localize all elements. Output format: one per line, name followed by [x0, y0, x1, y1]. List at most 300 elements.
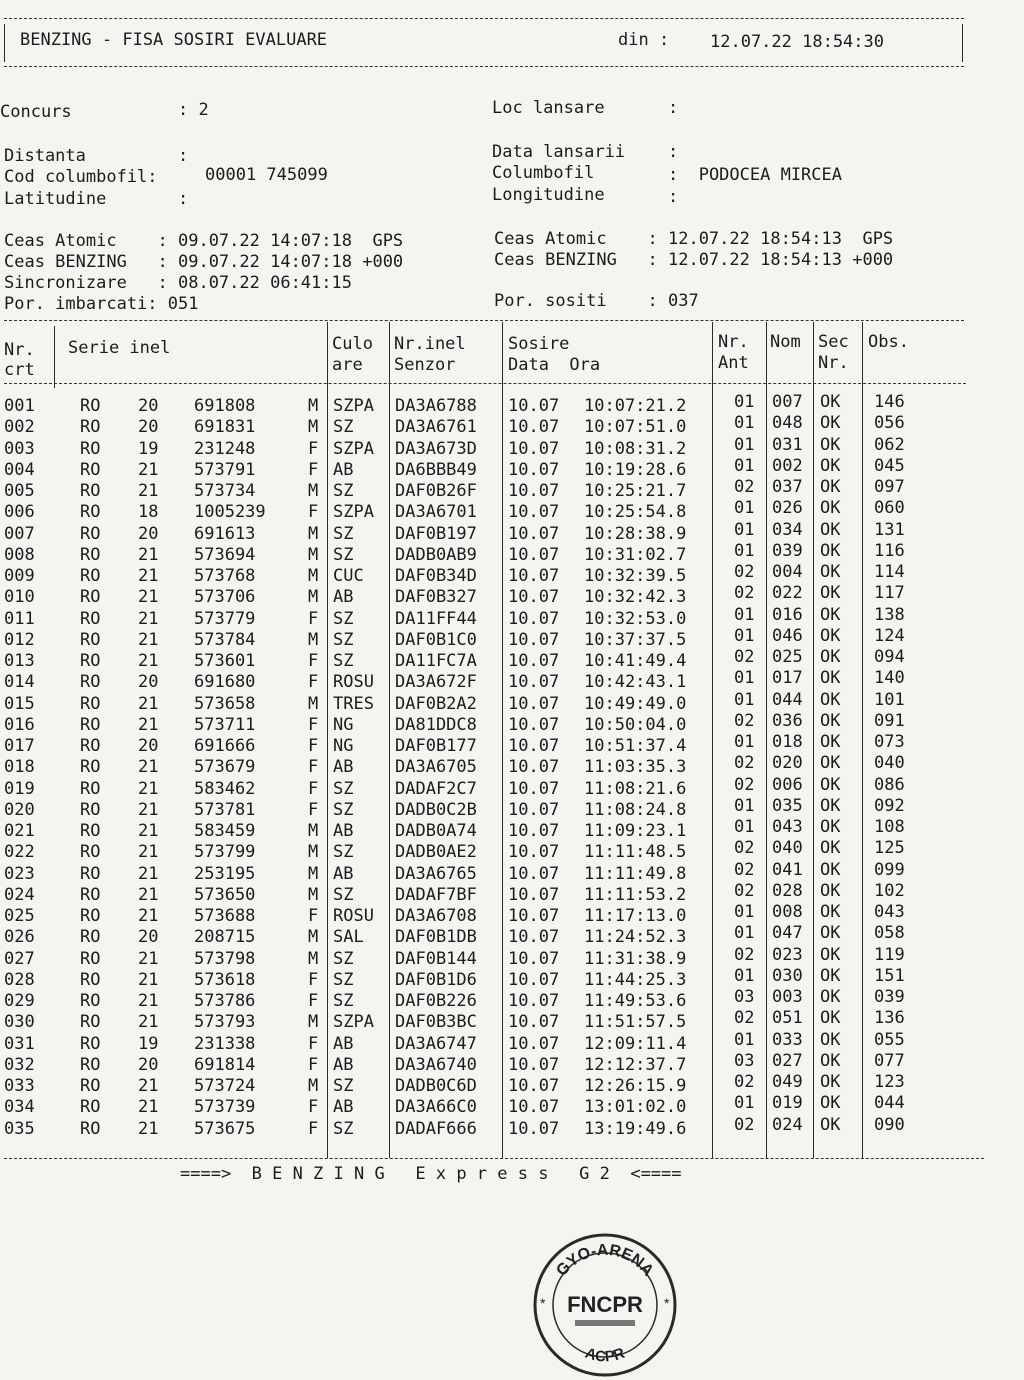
cell-nr-ant: 01: [734, 1029, 755, 1050]
cell-nr: 002: [4, 417, 35, 438]
cell-sex: F: [308, 799, 319, 820]
cell-nr: 025: [4, 906, 35, 926]
table-row: [0, 1050, 1000, 1076]
cell-country: RO: [80, 906, 101, 926]
cell-country: RO: [80, 799, 101, 820]
cell-data: 10.07: [508, 1097, 560, 1118]
cell-ora: 12:12:37.7: [584, 1054, 687, 1075]
cell-nr: 018: [4, 757, 35, 778]
cell-data: 10.07: [508, 651, 560, 671]
cell-sec: OK: [820, 923, 841, 944]
cell-nom: 041: [772, 859, 803, 880]
cell-ring: 1005239: [194, 502, 266, 523]
cell-nr-ant: 02: [734, 774, 755, 795]
svg-text:*: *: [540, 1295, 546, 1311]
cell-nr-ant: 01: [734, 604, 755, 625]
cell-country: RO: [80, 991, 101, 1011]
cell-nr: 008: [4, 544, 35, 565]
cell-culoare: SZ: [333, 651, 354, 671]
cell-ring: 573618: [194, 969, 256, 990]
cell-sec: OK: [820, 710, 841, 731]
table-row: [0, 604, 1000, 630]
footer-benzing-express: ====> B E N Z I N G E x p r e s s G 2 <====: [180, 1164, 682, 1184]
cell-sec: OK: [820, 477, 841, 497]
cell-data: 10.07: [508, 884, 560, 905]
cell-ora: 11:11:48.5: [584, 842, 687, 863]
cell-nom: 051: [772, 1008, 803, 1029]
cell-sex: F: [308, 672, 319, 693]
cell-ring: 691808: [194, 396, 256, 416]
cell-ring: 583459: [194, 821, 256, 841]
table-row: [0, 753, 1000, 778]
cell-culoare: AB: [333, 863, 354, 884]
cell-year: 21: [138, 629, 159, 650]
cell-nom: 024: [772, 1114, 803, 1135]
cell-senzor: DADB0A74: [395, 821, 477, 841]
cell-senzor: DA3A6761: [395, 417, 477, 438]
cell-data: 10.07: [508, 906, 560, 926]
cell-culoare: CUC: [333, 566, 364, 586]
cell-year: 21: [138, 651, 159, 671]
table-header-bottom-border: [4, 383, 966, 384]
cell-sec: OK: [820, 413, 841, 434]
cell-data: 10.07: [508, 629, 560, 650]
cell-nom: 037: [772, 477, 803, 497]
cell-year: 20: [138, 672, 159, 693]
cell-sex: M: [308, 481, 319, 501]
cell-sec: OK: [820, 434, 841, 455]
cell-culoare: SZ: [333, 417, 354, 438]
table-row: [0, 838, 1000, 863]
table-row: [0, 1072, 1000, 1097]
cell-culoare: SZ: [333, 799, 354, 820]
cell-year: 19: [138, 438, 159, 459]
cell-senzor: DADB0AE2: [395, 842, 477, 863]
cell-data: 10.07: [508, 544, 560, 565]
cell-nr: 019: [4, 778, 35, 799]
cell-data: 10.07: [508, 927, 560, 948]
cell-year: 21: [138, 948, 159, 969]
cell-sex: M: [308, 587, 319, 608]
cell-sec: OK: [820, 647, 841, 667]
table-row: [0, 668, 1000, 693]
cell-sec: OK: [820, 732, 841, 752]
cell-sex: F: [308, 608, 319, 629]
cell-ora: 10:28:38.9: [584, 523, 687, 544]
cell-data: 10.07: [508, 566, 560, 586]
cell-sec: OK: [820, 965, 841, 986]
col-obs: Obs.: [868, 332, 909, 352]
cell-nr-ant: 02: [734, 477, 755, 497]
cell-country: RO: [80, 651, 101, 671]
cell-nr: 015: [4, 693, 35, 714]
cell-ora: 10:49:49.0: [584, 693, 687, 714]
cell-senzor: DA3A6765: [395, 863, 477, 884]
cell-culoare: SAL: [333, 927, 364, 948]
loc-lansare-label: Loc lansare: [492, 98, 605, 118]
cell-sec: OK: [820, 902, 841, 922]
cell-nr-ant: 02: [734, 859, 755, 880]
cell-nr: 032: [4, 1054, 35, 1075]
cell-year: 21: [138, 906, 159, 926]
cell-country: RO: [80, 587, 101, 608]
cell-sec: OK: [820, 987, 841, 1007]
cell-ora: 11:51:57.5: [584, 1012, 687, 1033]
cell-data: 10.07: [508, 799, 560, 820]
cell-year: 21: [138, 714, 159, 735]
cell-ring: 691814: [194, 1054, 256, 1075]
cell-nom: 017: [772, 668, 803, 689]
cell-data: 10.07: [508, 969, 560, 990]
cell-nr: 001: [4, 396, 35, 416]
table-row: [0, 540, 1000, 566]
cell-nr-ant: 01: [734, 902, 755, 922]
cell-year: 21: [138, 544, 159, 565]
cell-culoare: AB: [333, 821, 354, 841]
cell-nom: 033: [772, 1029, 803, 1050]
cell-nr-ant: 02: [734, 880, 755, 901]
cell-sec: OK: [820, 859, 841, 880]
cell-obs: 077: [874, 1050, 905, 1071]
table-row: [0, 413, 1000, 438]
cell-culoare: SZ: [333, 842, 354, 863]
cell-country: RO: [80, 693, 101, 714]
din-label: din :: [618, 30, 670, 50]
cell-nr-ant: 01: [734, 413, 755, 434]
col-are: are: [332, 355, 363, 375]
concurs-value: : 2: [178, 100, 209, 120]
cell-country: RO: [80, 1054, 101, 1075]
cell-sex: F: [308, 1033, 319, 1054]
cell-senzor: DAF0B226: [395, 991, 477, 1011]
cell-senzor: DAF0B1D6: [395, 969, 477, 990]
cell-data: 10.07: [508, 587, 560, 608]
table-row: [0, 817, 1000, 842]
cell-nr-ant: 03: [734, 1050, 755, 1071]
cell-country: RO: [80, 502, 101, 523]
cell-nr: 011: [4, 608, 35, 629]
table-row: [0, 583, 1000, 608]
cell-culoare: SZ: [333, 778, 354, 799]
cell-sex: M: [308, 566, 319, 586]
data-lansarii-value: :: [668, 142, 679, 162]
cell-culoare: TRES: [333, 693, 374, 714]
cell-ora: 10:07:21.2: [584, 396, 687, 416]
cell-culoare: SZPA: [333, 1012, 374, 1033]
cell-year: 21: [138, 991, 159, 1011]
distanta-value: :: [178, 146, 189, 166]
cell-senzor: DA3A672F: [395, 672, 477, 693]
cell-ora: 10:08:31.2: [584, 438, 687, 459]
table-row: [0, 1093, 1000, 1118]
cell-ora: 10:32:42.3: [584, 587, 687, 608]
table-row: [0, 987, 1000, 1012]
longitudine-value: :: [668, 187, 679, 207]
cell-senzor: DA3A6705: [395, 757, 477, 778]
col-nr-ant-1: Nr.: [718, 332, 749, 352]
cell-sex: M: [308, 1076, 319, 1096]
cell-nr: 029: [4, 991, 35, 1011]
cell-obs: 040: [874, 753, 905, 774]
cell-senzor: DADB0C2B: [395, 799, 477, 820]
cell-year: 21: [138, 481, 159, 501]
cell-nom: 002: [772, 455, 803, 476]
por-imbarcati: Por. imbarcati: 051: [4, 294, 199, 314]
cell-nom: 016: [772, 604, 803, 625]
cell-sex: F: [308, 459, 319, 480]
cell-nr: 005: [4, 481, 35, 501]
cell-ring: 573679: [194, 757, 256, 778]
cell-senzor: DA81DDC8: [395, 714, 477, 735]
cell-nom: 022: [772, 583, 803, 604]
cell-nr-ant: 01: [734, 668, 755, 689]
table-row: [0, 774, 1000, 800]
cell-obs: 138: [874, 604, 905, 625]
cell-data: 10.07: [508, 523, 560, 544]
cell-sec: OK: [820, 1029, 841, 1050]
cell-ring: 573799: [194, 842, 256, 863]
cell-ring: 573688: [194, 906, 256, 926]
cell-obs: 055: [874, 1029, 905, 1050]
cell-culoare: AB: [333, 1097, 354, 1118]
cell-ring: 583462: [194, 778, 256, 799]
cell-sex: F: [308, 778, 319, 799]
cell-nr: 026: [4, 927, 35, 948]
cell-data: 10.07: [508, 991, 560, 1011]
col-crt: crt: [4, 360, 35, 380]
cell-senzor: DAF0B2A2: [395, 693, 477, 714]
ceas-benzing-right: Ceas BENZING : 12.07.22 18:54:13 +000: [494, 250, 894, 270]
cell-nom: 018: [772, 732, 803, 752]
cell-nom: 026: [772, 498, 803, 519]
cell-country: RO: [80, 736, 101, 756]
cell-nr-ant: 01: [734, 625, 755, 646]
cell-nom: 004: [772, 562, 803, 582]
cod-columbofil-value: 00001 745099: [205, 165, 328, 185]
cell-senzor: DAF0B144: [395, 948, 477, 969]
cell-culoare: ROSU: [333, 906, 374, 926]
cell-culoare: SZPA: [333, 502, 374, 523]
cell-data: 10.07: [508, 1076, 560, 1096]
cell-nr: 020: [4, 799, 35, 820]
cell-nr-ant: 02: [734, 562, 755, 582]
cell-nom: 043: [772, 817, 803, 837]
cell-nr: 030: [4, 1012, 35, 1033]
cell-obs: 043: [874, 902, 905, 922]
cell-obs: 058: [874, 923, 905, 944]
cell-sec: OK: [820, 668, 841, 689]
cell-ora: 10:42:43.1: [584, 672, 687, 693]
cell-obs: 114: [874, 562, 905, 582]
cell-culoare: SZPA: [333, 396, 374, 416]
cell-ora: 10:25:54.8: [584, 502, 687, 523]
cell-nom: 019: [772, 1093, 803, 1114]
loc-lansare-value: :: [668, 98, 679, 118]
cell-ring: 573675: [194, 1118, 256, 1139]
cell-obs: 140: [874, 668, 905, 689]
cell-ring: 573658: [194, 693, 256, 714]
table-bottom-border: [4, 1158, 984, 1159]
table-row: [0, 519, 1000, 545]
cell-senzor: DADAF666: [395, 1118, 477, 1139]
sincronizare: Sincronizare : 08.07.22 06:41:15: [4, 273, 352, 293]
cell-country: RO: [80, 544, 101, 565]
cell-culoare: SZ: [333, 481, 354, 501]
cell-nr-ant: 02: [734, 710, 755, 731]
document-title: BENZING - FISA SOSIRI EVALUARE: [20, 30, 328, 50]
col-serie-inel: Serie inel: [68, 338, 171, 358]
cell-nom: 023: [772, 944, 803, 965]
cell-senzor: DA3A6701: [395, 502, 477, 523]
cell-sec: OK: [820, 1008, 841, 1029]
cell-culoare: SZ: [333, 1118, 354, 1139]
cell-culoare: ROSU: [333, 672, 374, 693]
cell-sex: F: [308, 969, 319, 990]
cell-ora: 10:32:39.5: [584, 566, 687, 586]
cell-country: RO: [80, 459, 101, 480]
cell-senzor: DA3A6747: [395, 1033, 477, 1054]
cell-ora: 11:11:53.2: [584, 884, 687, 905]
cell-year: 21: [138, 799, 159, 820]
cell-nom: 047: [772, 923, 803, 944]
cell-senzor: DADB0C6D: [395, 1076, 477, 1096]
cell-ring: 573601: [194, 651, 256, 671]
table-row: [0, 732, 1000, 757]
cell-culoare: SZ: [333, 629, 354, 650]
cell-sec: OK: [820, 1072, 841, 1092]
cell-culoare: SZ: [333, 991, 354, 1011]
cell-year: 21: [138, 969, 159, 990]
cell-obs: 124: [874, 625, 905, 646]
cell-nr-ant: 02: [734, 753, 755, 774]
cell-country: RO: [80, 1012, 101, 1033]
cell-year: 20: [138, 523, 159, 544]
cell-ring: 573650: [194, 884, 256, 905]
cell-sex: M: [308, 842, 319, 863]
cell-ora: 10:25:21.7: [584, 481, 687, 501]
cell-obs: 102: [874, 880, 905, 901]
cell-ora: 10:31:02.7: [584, 544, 687, 565]
col-sep-1: [54, 326, 55, 388]
cell-ora: 11:31:38.9: [584, 948, 687, 969]
cell-obs: 062: [874, 434, 905, 455]
table-row: [0, 477, 1000, 502]
cell-nr-ant: 01: [734, 540, 755, 561]
cell-country: RO: [80, 884, 101, 905]
table-top-border: [4, 320, 964, 321]
cell-data: 10.07: [508, 459, 560, 480]
cell-obs: 045: [874, 455, 905, 476]
cell-ring: 573706: [194, 587, 256, 608]
cell-sex: M: [308, 523, 319, 544]
cell-sec: OK: [820, 880, 841, 901]
cell-obs: 039: [874, 987, 905, 1007]
table-row: [0, 965, 1000, 991]
cell-year: 21: [138, 459, 159, 480]
col-nom: Nom: [770, 332, 801, 352]
cell-nr-ant: 01: [734, 732, 755, 752]
cell-nr-ant: 02: [734, 1008, 755, 1029]
cell-data: 10.07: [508, 438, 560, 459]
cell-sex: M: [308, 948, 319, 969]
cell-nom: 035: [772, 795, 803, 816]
table-row: [0, 498, 1000, 523]
cell-obs: 101: [874, 689, 905, 710]
cell-country: RO: [80, 757, 101, 778]
cell-sex: M: [308, 863, 319, 884]
cell-ring: 691680: [194, 672, 256, 693]
table-row: [0, 562, 1000, 587]
cell-nr: 009: [4, 566, 35, 586]
cell-obs: 151: [874, 965, 905, 986]
cell-nom: 006: [772, 774, 803, 795]
ceas-benzing-left: Ceas BENZING : 09.07.22 14:07:18 +000: [4, 252, 404, 272]
cell-nr: 028: [4, 969, 35, 990]
columbofil-value: : PODOCEA MIRCEA: [668, 165, 842, 185]
cell-senzor: DA3A66C0: [395, 1097, 477, 1118]
cell-obs: 117: [874, 583, 905, 604]
stamp-center-text: FNCPR: [567, 1292, 643, 1317]
cell-obs: 091: [874, 710, 905, 731]
cell-country: RO: [80, 566, 101, 586]
cell-ring: 573694: [194, 544, 256, 565]
cell-sec: OK: [820, 774, 841, 795]
col-sec-2: Nr.: [818, 353, 849, 373]
cell-ring: 573786: [194, 991, 256, 1011]
table-row: [0, 923, 1000, 948]
cell-country: RO: [80, 863, 101, 884]
cell-nr-ant: 01: [734, 498, 755, 519]
cell-nr: 004: [4, 459, 35, 480]
cell-obs: 056: [874, 413, 905, 434]
cell-country: RO: [80, 714, 101, 735]
cell-ora: 12:26:15.9: [584, 1076, 687, 1096]
table-row: [0, 944, 1000, 970]
cell-nr-ant: 01: [734, 689, 755, 710]
cell-nom: 031: [772, 434, 803, 455]
cell-nom: 008: [772, 902, 803, 922]
cell-ora: 11:24:52.3: [584, 927, 687, 948]
cell-data: 10.07: [508, 672, 560, 693]
cell-data: 10.07: [508, 948, 560, 969]
cell-country: RO: [80, 396, 101, 416]
cell-data: 10.07: [508, 821, 560, 841]
cell-nr: 006: [4, 502, 35, 523]
cell-country: RO: [80, 927, 101, 948]
cell-nr-ant: 02: [734, 1072, 755, 1092]
cell-obs: 146: [874, 392, 905, 412]
cell-senzor: DAF0B3BC: [395, 1012, 477, 1033]
col-data-ora: Data Ora: [508, 355, 601, 375]
cell-senzor: DAF0B197: [395, 523, 477, 544]
latitudine-label: Latitudine: [4, 189, 107, 209]
cell-year: 21: [138, 587, 159, 608]
cell-sec: OK: [820, 753, 841, 774]
cell-nr: 012: [4, 629, 35, 650]
cell-ring: 573734: [194, 481, 256, 501]
cell-ora: 10:19:28.6: [584, 459, 687, 480]
table-row: [0, 689, 1000, 715]
cell-nr-ant: 01: [734, 923, 755, 944]
cell-ring: 208715: [194, 927, 256, 948]
cell-obs: 116: [874, 540, 905, 561]
cell-data: 10.07: [508, 417, 560, 438]
cell-year: 21: [138, 1076, 159, 1096]
cell-sex: F: [308, 438, 319, 459]
cell-nr: 013: [4, 651, 35, 671]
cell-sec: OK: [820, 562, 841, 582]
cell-senzor: DADB0AB9: [395, 544, 477, 565]
